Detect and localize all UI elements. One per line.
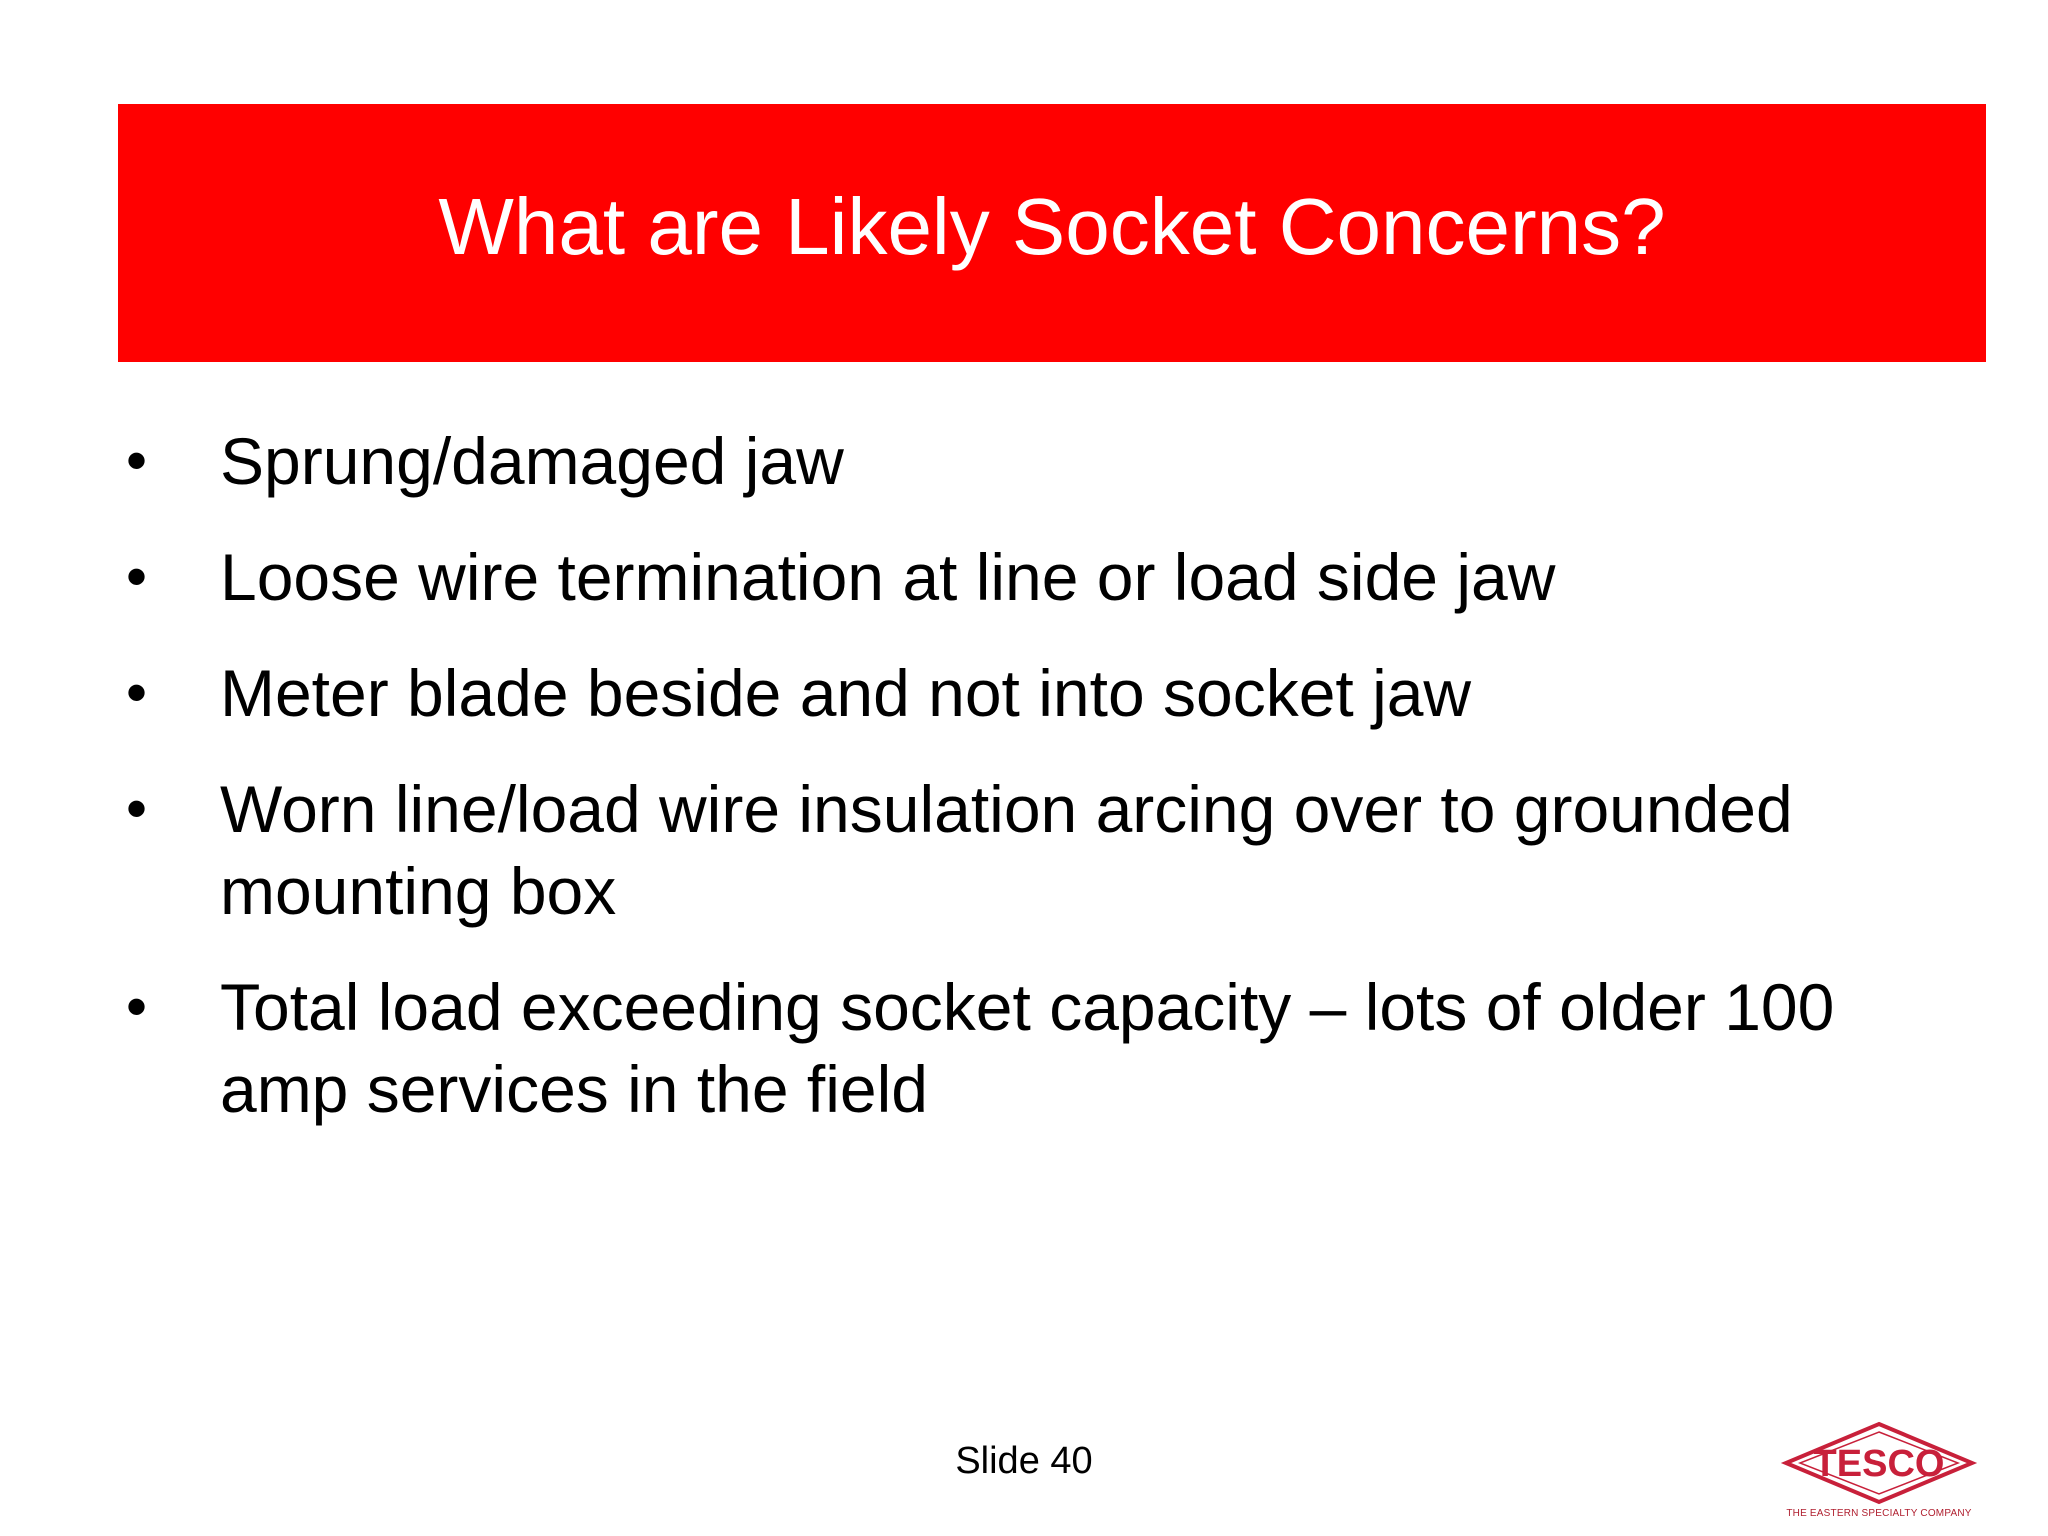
bullet-text: Worn line/load wire insulation arcing over to grounded mounting box [220,772,1793,928]
logo-tagline: THE EASTERN SPECIALTY COMPANY [1786,1508,1972,1519]
bullet-icon: • [126,427,148,494]
bullet-icon: • [126,659,148,726]
bullet-icon: • [126,775,148,842]
bullet-text: Sprung/damaged jaw [220,424,844,498]
bullet-item [118,966,1938,1130]
bullet-list [118,420,1938,1164]
tesco-logo-icon [1774,1420,1984,1506]
bullet-icon: • [126,973,148,1040]
bullet-text: Meter blade beside and not into socket jaw [220,656,1472,730]
logo-wordmark: TESCO [1813,1443,1945,1485]
bullet-text: Total load exceeding socket capacity – lots of older 100 amp services in the field [220,970,1835,1126]
title-bar [118,104,1986,362]
bullet-item [118,652,1938,734]
bullet-text: Loose wire termination at line or load side jaw [220,540,1556,614]
slide-number: Slide 40 [955,1440,1093,1482]
slide-title: What are Likely Socket Concerns? [438,182,1666,271]
bullet-item [118,768,1938,932]
tesco-logo [1774,1420,1984,1520]
bullet-item [118,536,1938,618]
bullet-item [118,420,1938,502]
bullet-icon: • [126,543,148,610]
